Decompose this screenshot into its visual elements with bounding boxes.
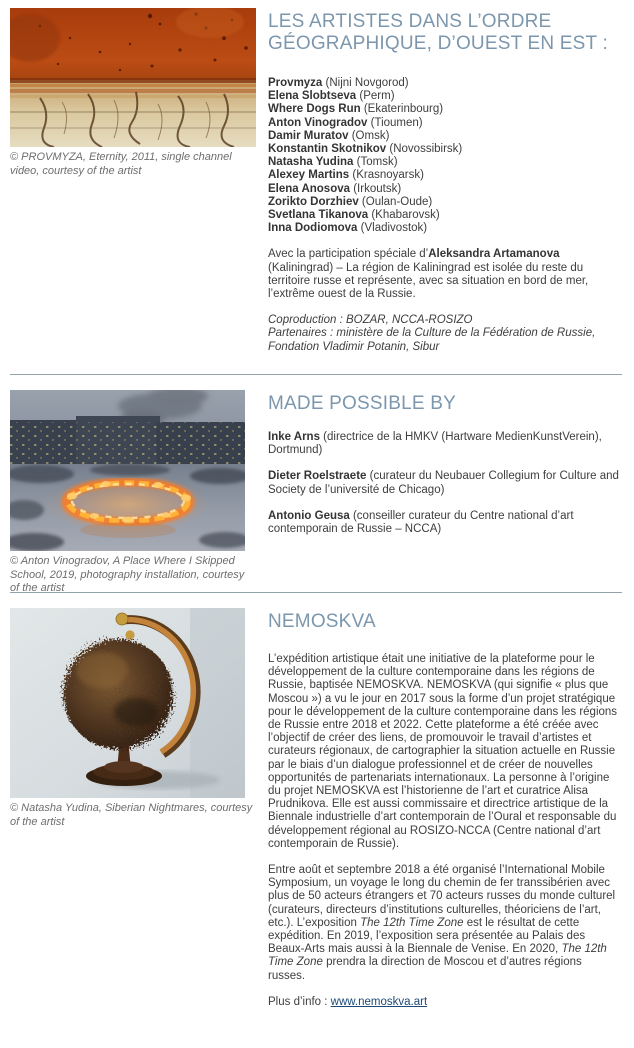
fire-ring-figure [10, 390, 256, 596]
artists-text-column [268, 8, 620, 354]
section-artists [10, 8, 622, 354]
artist-list-item: Natasha Yudina (Tomsk) [268, 156, 398, 169]
nemoskva-body [268, 653, 620, 1009]
nemoskva-paragraph-2: Entre août et septembre 2018 a été organisé l’International Mobile Symposium, un voyage le long du chemin de fer transsibérien avec plus de 50 acteurs étrangers et 70 acteurs russes du monde culturel (curateurs, directeurs d’institutions culturelles, théoriciens de l’art, etc.). L’exposition The 12th Time Zone est le résultat de cette expédition. En 2019, l’exposition sera présentée au Palais des Beaux-Arts mais aussi à la Biennale de Venise. En 2020, The 12th Time Zone prendra la direction de Moscou et d’autres régions russes. [268, 864, 616, 982]
artist-list-item: Elena Slobtseva (Perm) [268, 90, 395, 103]
special-participation-paragraph: Avec la participation spéciale d’Aleksandra Artamanova (Kaliningrad) – La région de Kaliningrad est isolée du reste du territoire russe et représente, avec sa situation en bord de mer, l’extrême ouest de la Russie. [268, 248, 589, 301]
artist-list-item: Provmyza (Nijni Novgorod) [268, 77, 409, 89]
fur-globe-artwork-image [10, 608, 245, 798]
eternity-figure [10, 8, 256, 178]
artists-section-title: LES ARTISTES DANS L’ORDRE GÉOGRAPHIQUE, D’OUEST EN EST : [268, 11, 608, 54]
artists-image-column [10, 8, 256, 178]
mpb-image-column [10, 390, 256, 596]
artist-list-item: Zorikto Dorzhiev (Oulan-Oude) [268, 195, 433, 208]
fur-globe-caption: © Natasha Yudina, Siberian Nightmares, courtesy of the artist [10, 802, 253, 828]
artist-list-item: Damir Muratov (Omsk) [268, 129, 390, 142]
eternity-artwork-image [10, 8, 256, 147]
more-info-line [268, 996, 620, 1009]
artist-list-item: Alexey Martins (Krasnoyarsk) [268, 169, 424, 182]
artist-list-item: Svetlana Tikanova (Khabarovsk) [268, 209, 440, 222]
partners-line: Partenaires : ministère de la Culture de la Fédération de Russie, Fondation Vladimir Potanin, Sibur [268, 327, 596, 353]
section-divider [10, 374, 622, 375]
coproduction-line: Coproduction : BOZAR, NCCA-ROSIZO [268, 314, 473, 327]
person-entry: Inke Arns (directrice de la HMKV (Hartware MedienKunstVerein), Dortmund) [268, 431, 602, 457]
credits-block [268, 314, 620, 354]
artist-list-item: Inna Dodiomova (Vladivostok) [268, 222, 428, 235]
mpb-text-column [268, 390, 620, 536]
nemoskva-image-column [10, 608, 256, 829]
fire-ring-artwork-image [10, 390, 245, 551]
more-info-label: Plus d’info : [268, 995, 331, 1008]
exhibition-title: The 12th Time Zone [268, 943, 607, 969]
fur-globe-figure [10, 608, 256, 829]
artist-list-item: Konstantin Skotnikov (Novossibirsk) [268, 143, 463, 156]
section-made-possible-by [10, 390, 622, 596]
section-nemoskva [10, 608, 622, 1009]
artist-list-item: Elena Anosova (Irkoutsk) [268, 182, 402, 195]
artist-list-item: Anton Vinogradov (Tioumen) [268, 116, 423, 129]
person-entry: Antonio Geusa (conseiller curateur du Centre national d’art contemporain de Russie – NCCA) [268, 509, 574, 536]
nemoskva-website-link[interactable]: www.nemoskva.art [330, 995, 428, 1008]
special-participation-name: Aleksandra Artamanova [428, 248, 560, 261]
artist-list-item: Where Dogs Run (Ekaterinbourg) [268, 103, 444, 116]
nemoskva-section-title: NEMOSKVA [268, 611, 376, 632]
section-divider [10, 592, 622, 593]
exhibition-title: The 12th Time Zone [360, 916, 464, 929]
person-entry: Dieter Roelstraete (curateur du Neubauer Collegium for Culture and Society de l’université de Chicago) [268, 470, 619, 496]
mpb-section-title: MADE POSSIBLE BY [268, 393, 456, 414]
nemoskva-paragraph-1: L’expédition artistique était une initiative de la plateforme pour le développement de la culture contemporaine dans les régions de Russie, baptisée NEMOSKVA. NEMOSKVA (qui signifie « plus que Moscou ») a vu le jour en 2017 sous la forme d’un projet stratégique pour le développement de la culture contemporaine dans les régions de Russie entre 2018 et 2022. Cette plateforme a été créée avec l’objectif de créer des liens, de promouvoir le travail d’artistes et curateurs régionaux, de cartographier la situation actuelle en Russie par le biais d’un dialogue professionnel et de créer de nouvelles opportunités de partenariats internationaux. La personne à l’origine du projet NEMOSKVA est l’historienne de l’art et curatrice Alisa Prudnikova. Elle est aussi commissaire et directrice artistique de la Biennale industrielle d’art contemporain de l’Oural et responsable du développement régional au ROSIZO-NCCA (Centre national d’art contemporain de Russie). [268, 653, 618, 850]
nemoskva-text-column [268, 608, 620, 1009]
fire-ring-caption: © Anton Vinogradov, A Place Where I Skipped School, 2019, photography installation, courtesy of the artist [10, 555, 245, 594]
mpb-people-list [268, 431, 620, 536]
eternity-caption: © PROVMYZA, Eternity, 2011, single channel video, courtesy of the artist [10, 151, 232, 177]
artist-list [268, 77, 620, 235]
